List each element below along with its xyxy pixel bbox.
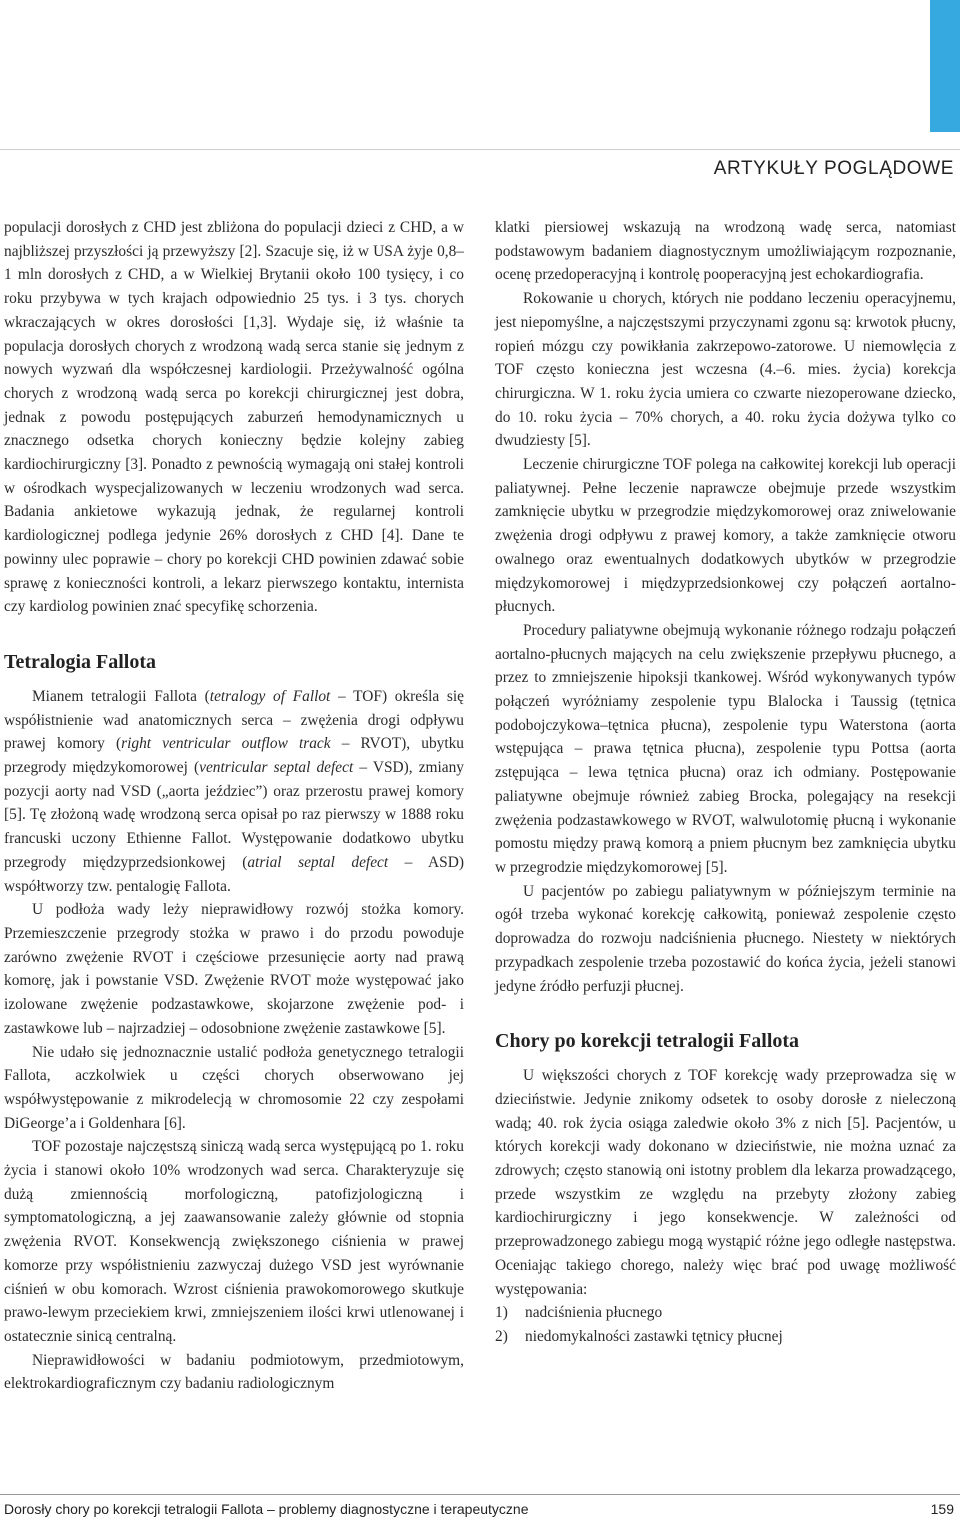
text-run: – RVOT), ubytku przegrody międzykomorowej ( [4,735,464,777]
list-item [495,1325,956,1349]
paragraph: Procedury paliatywne obejmują wykonanie różnego rodzaju połączeń aortalno-płucnych mających na celu zwiększenie przepływu płucnego, a przez to zmniejszenie hipoksji tkankowej. Wśród wykonywanych typów połączeń wyróżniamy zespolenie typu Blalocka i Taussig (tętnica podobojczykowa–tętnica płucna), zespolenie typu Waterstona (aorta wstępująca – prawa tętnica płucna), zespolenie typu Pottsa (aorta zstępująca – lewa tętnica płucna) oraz ich odmiany. Postępowanie paliatywne obejmuje również zabieg Brocka, polegający na resekcji zwężenia podzastawkowego w RVOT, walwulotomię płucną i wykonanie pomostu między prawą komorą a pniem płucnym bez zamknięcia ubytku w przegrodzie międzykomorowej [5]. [495,621,956,876]
left-column [4,216,464,1396]
list-text: nadciśnienia płucnego [525,1304,663,1322]
text-run: – ASD) współtworzy tzw. pentalogię Fallota. [4,853,464,895]
italic-term: atrial septal defect [247,853,389,871]
paragraph: Nieprawidłowości w badaniu podmiotowym, przedmiotowym, elektrokardiograficznym czy badaniu radiologicznym [4,1351,464,1393]
list-number: 1) [495,1304,508,1322]
page-number: 159 [930,1501,954,1517]
section-heading-tetralogy: Tetralogia Fallota [4,650,157,673]
section-heading-after-correction: Chory po korekcji tetralogii Fallota [495,1030,800,1053]
paragraph-definition [4,685,464,898]
italic-term: tetralogy of Fallot [209,687,331,705]
right-column [495,216,956,1349]
paragraph: Leczenie chirurgiczne TOF polega na całkowitej korekcji lub operacji paliatywnej. Pełne leczenie naprawcze obejmuje przede wszystkim zamknięcie ubytku w przegrodzie międzykomorowej oraz zniwelowanie zwężenia drogi odpływu z prawej komory, a także zamknięcie otworu owalnego oraz ewentualnych dodatkowych ubytków w przegrodzie międzykomorowej i międzyprzedsionkowej czy połączeń aortalno-płucnych. [495,456,956,616]
footer-article-title: Dorosły chory po korekcji tetralogii Fallota – problemy diagnostyczne i terapeutyczne [4,1501,529,1517]
text-run: Mianem tetralogii Fallota ( [32,687,210,705]
paragraph: U podłoża wady leży nieprawidłowy rozwój stożka komory. Przemieszczenie przegrody stożka w prawo i do przodu powoduje zarówno zwężenie RVOT i częściowe przesunięcie aorty nad prawą komorę, jak i powstanie VSD. Zwężenie RVOT może występować jako izolowane zwężenie podzastawkowe, skojarzone zwężenie pod- i zastawkowe lub – najrzadziej – odosobnione zwężenie zastawkowe [5]. [4,901,464,1037]
text-run: – VSD), zmiany pozycji aorty nad VSD („aorta jeździec”) oraz przerostu prawej komory [5]. Tę złożoną wadę wrodzoną serca opisał po raz pierwszy w 1888 roku francuski uczony Ethienne Fallot. Występowanie dodatkowo ubytku przegrody międzyprzedsionkowej ( [4,759,464,871]
paragraph: populacji dorosłych z CHD jest zbliżona do populacji dzieci z CHD, a w najbliższej przyszłości ją przewyższy [2]. Szacuje się, iż w USA żyje 0,8–1 mln dorosłych z CHD, a w Wielkiej Brytanii około 100 tysięcy, i co roku przybywa w tych krajach odpowiednio 25 tys. i 3 tys. chorych wkraczających w okres dorosłości [1,3]. Wydaje się, iż właśnie ta populacja dorosłych chorych z wrodzoną wadą serca stanie się jednym z nowych wyzwań dla współczesnej kardiologii. Przeżywalność ogólna chorych z wrodzoną wadą serca po korekcji chirurgicznej jest dobra, jednak z powodu postępujących zaburzeń hemodynamicznych u znacznego odsetka chorych konieczny będzie kolejny zabieg kardiochirurgiczny [3]. Ponadto z pewnością wymagają oni stałej kontroli w ośrodkach wyspecjalizowanych w leczeniu wrodzonych wad serca. Badania ankietowe wykazują jednak, że regularnej kontroli kardiologicznej podlega jedynie 26% dorosłych z CHD [4]. Dane te powinny ulec poprawie – chory po korekcji CHD powinien zdawać sobie sprawę z konieczności kontroli, a lekarz pierwszego kontaktu, internista czy kardiolog powinien znać specyfikę schorzenia. [4,219,464,616]
list-item [495,1301,956,1325]
header-accent-bar [930,0,960,132]
list-text: niedomykalności zastawki tętnicy płucnej [525,1327,783,1345]
italic-term: right ventricular outflow track [121,735,331,753]
paragraph: Rokowanie u chorych, których nie poddano leczeniu operacyjnemu, jest niepomyślne, a najczęstszymi przyczynami zgonu są: krwotok płucny, ropień mózgu czy powikłania zakrzepowo-zatorowe. U niemowlęcia z TOF często konieczna jest wczesna (4.–6. mies. życia) korekcja chirurgiczna. W 1. roku życia umiera co czwarte niezoperowane dziecko, do 10. roku życia – 70% chorych, a 40. roku życia dożywa tylko co dwudziesty [5]. [495,290,956,450]
complications-list [495,1301,956,1348]
paragraph: klatki piersiowej wskazują na wrodzoną wadę serca, natomiast podstawowym badaniem diagnostycznym umożliwiającym rozpoznanie, ocenę przedoperacyjną i kontrolę pooperacyjną jest echokardiografia. [495,219,956,284]
section-label: ARTYKUŁY POGLĄDOWE [713,158,954,179]
paragraph: U większości chorych z TOF korekcję wady przeprowadza się w dzieciństwie. Jedynie znikomy odsetek to osoby dorosłe z nieleczoną wadą; 40. rok życia osiąga zaledwie około 3% z nich [5]. Pacjentów, u których korekcji wady dokonano w dzieciństwie, nie można uznać za zdrowych; często stanowią oni istotny problem dla lekarza prowadzącego, przede wszystkim ze względu na przebyty złożony zabieg kardiochirurgiczny i jego konsekwencje. W zależności od przeprowadzonego zabiegu mogą wystąpić różne jego odległe następstwa. Oceniając takiego chorego, należy więc brać pod uwagę możliwość występowania: [495,1067,956,1298]
italic-term: ventricular septal defect [199,759,354,777]
paragraph: Nie udało się jednoznacznie ustalić podłoża genetycznego tetralogii Fallota, aczkolwiek u części chorych obserwowano jej współwystępowanie z mikrodelecją w chromosomie 22 czy zespołami DiGeorge’a i Goldenhara [6]. [4,1043,464,1132]
text-run: – TOF) określa się współistnienie wad anatomicznych serca – zwężenia drogi odpływu prawej komory ( [4,687,464,753]
paragraph: TOF pozostaje najczęstszą siniczą wadą serca występującą po 1. roku życia i stanowi około 10% wrodzonych wad serca. Charakteryzuje się dużą zmiennością morfologiczną, patofizjologiczną i symptomatologiczną, a jej zaawansowanie zależy głównie od stopnia zwężenia RVOT. Konsekwencją zwiększonego ciśnienia w prawej komorze przy współistnieniu zazwyczaj dużego VSD jest wyrównanie ciśnień w obu komorach. Wzrost ciśnienia prawokomorowego skutkuje prawo-lewym przeciekiem krwi, zmniejszeniem ilości krwi utlenowanej i ostatecznie sinicą centralną. [4,1138,464,1345]
list-number: 2) [495,1327,508,1345]
header-rule [0,149,960,150]
paragraph: U pacjentów po zabiegu paliatywnym w późniejszym terminie na ogół trzeba wykonać korekcję całkowitą, ponieważ zespolenie często doprowadza do rozwoju nadciśnienia płucnego. Niestety w niektórych przypadkach zespolenie trzeba pozostawić do końca życia, jeżeli stanowi jedyne źródło perfuzji płucnej. [495,882,956,995]
footer-rule [0,1494,960,1495]
